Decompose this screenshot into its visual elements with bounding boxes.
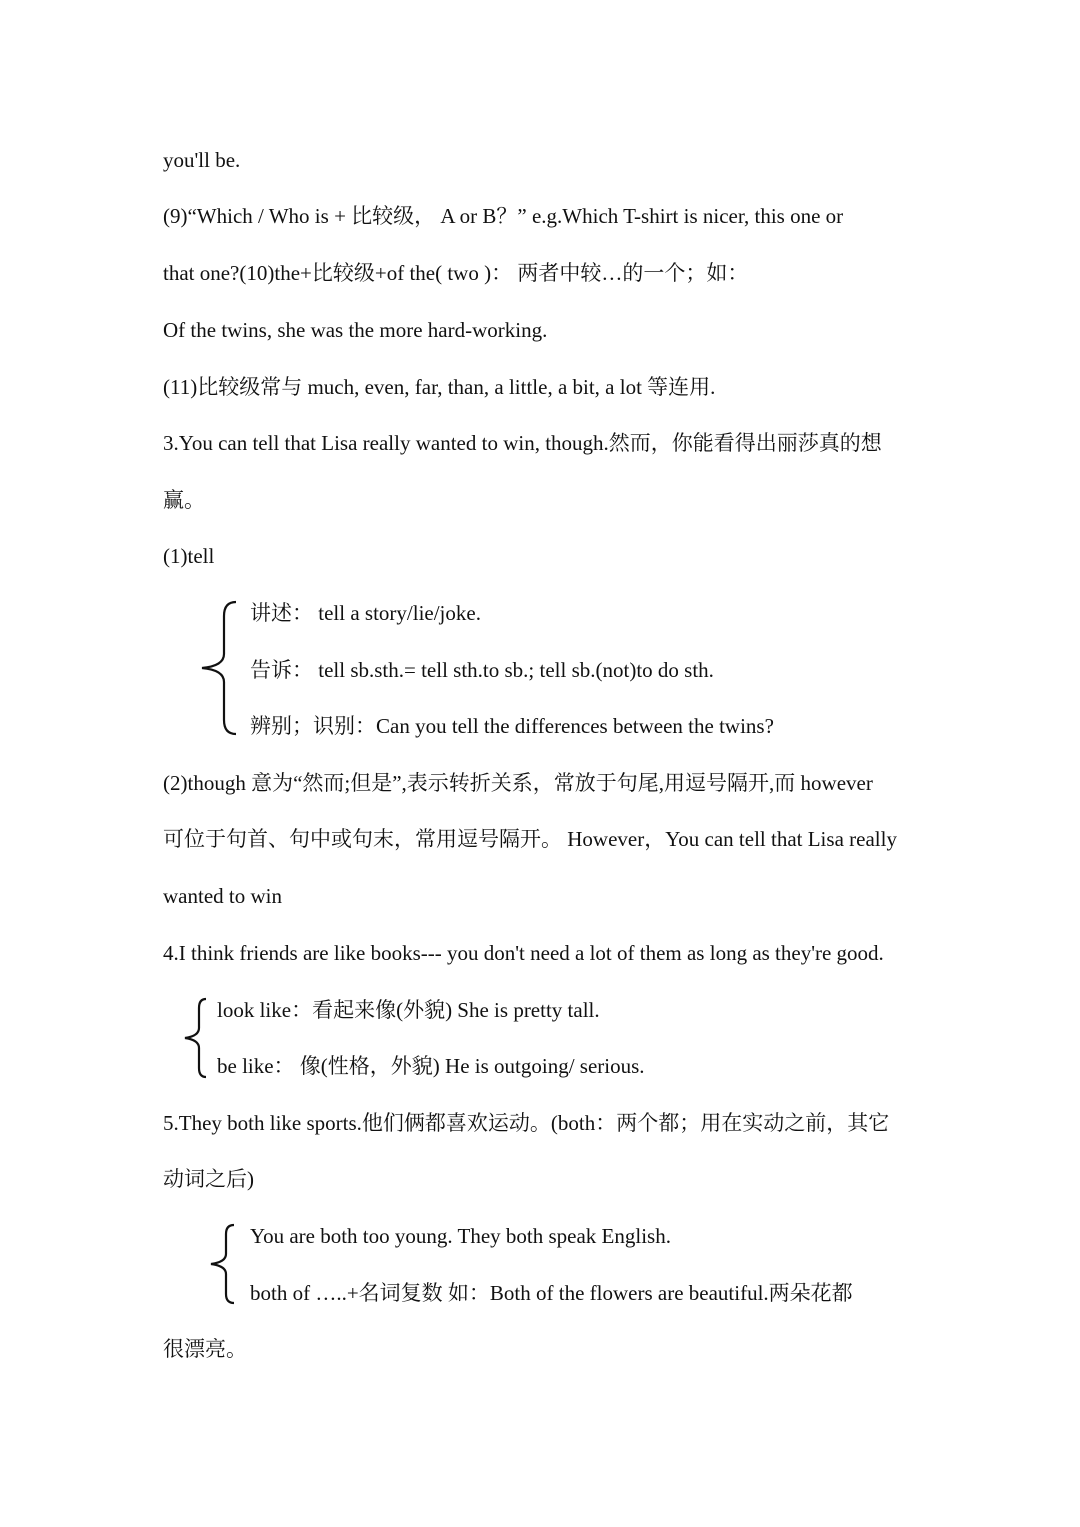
text-line: 动词之后) <box>163 1167 254 1191</box>
tell-meaning-distinguish: 辨别；识别：Can you tell the differences between the twins? <box>250 714 774 738</box>
both-usage-1: You are both too young. They both speak English. <box>250 1224 671 1248</box>
text-line: 很漂亮。 <box>163 1337 247 1361</box>
text-line: (1)tell <box>163 544 215 568</box>
curly-brace <box>206 1222 238 1306</box>
both-usage-2: both of …..+名词复数 如：Both of the flowers are beautiful.两朵花都 <box>250 1281 853 1305</box>
text-line: wanted to win <box>163 884 282 908</box>
curly-brace <box>196 598 242 738</box>
like-usage-look-like: look like：看起来像(外貌) She is pretty tall. <box>217 998 600 1022</box>
text-line: 赢。 <box>163 488 205 512</box>
text-line: (11)比较级常与 much, even, far, than, a little, a bit, a lot 等连用. <box>163 375 716 399</box>
tell-meaning-narrate: 讲述： tell a story/lie/joke. <box>250 601 481 625</box>
text-line: Of the twins, she was the more hard-working. <box>163 318 548 342</box>
text-line: 4.I think friends are like books--- you don't need a lot of them as long as they're good. <box>163 941 884 965</box>
text-line: 3.You can tell that Lisa really wanted to win, though.然而，你能看得出丽莎真的想 <box>163 431 882 455</box>
text-line: (9)“Which / Who is + 比较级， A or B？” e.g.Which T-shirt is nicer, this one or <box>163 204 844 228</box>
text-line: that one?(10)the+比较级+of the( two )： 两者中较…的一个；如： <box>163 261 749 285</box>
curly-brace <box>180 996 210 1080</box>
text-line: (2)though 意为“然而;但是”,表示转折关系，常放于句尾,用逗号隔开,而 however <box>163 771 873 795</box>
tell-meaning-inform: 告诉： tell sb.sth.= tell sth.to sb.; tell sb.(not)to do sth. <box>250 658 714 682</box>
text-line: 可位于句首、句中或句末，常用逗号隔开。 However，You can tell that Lisa really <box>163 827 897 851</box>
like-usage-be-like: be like： 像(性格，外貌) He is outgoing/ serious. <box>217 1054 645 1078</box>
text-line: you'll be. <box>163 148 241 172</box>
text-line: 5.They both like sports.他们俩都喜欢运动。(both：两个都；用在实动之前，其它 <box>163 1111 890 1135</box>
